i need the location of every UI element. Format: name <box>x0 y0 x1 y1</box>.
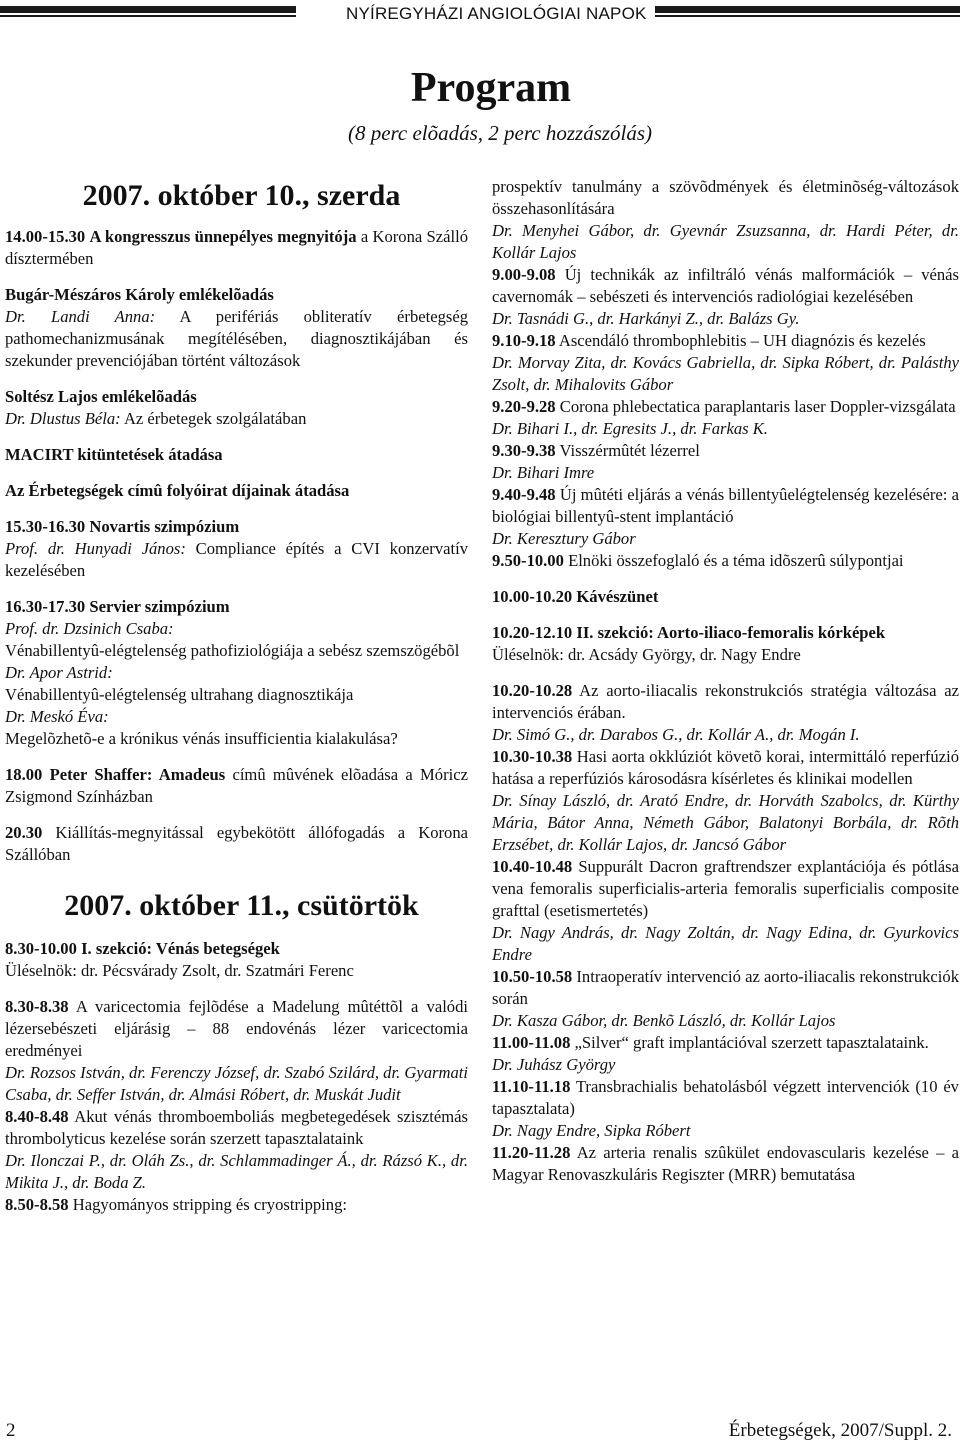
program-item: 20.30 Kiállítás-megnyitással egybekötött állófogadás a Korona Szállóban <box>5 823 468 864</box>
coffee-break: 10.00-10.20 Kávészünet <box>492 587 659 606</box>
talk: prospektív tanulmány a szövõdmények és életminõség-változások összehasonlítására Dr. Menyhei Gábor, dr. Gyevnár Zsuzsanna, dr. Hardi Péter, dr. Kollár Lajos <box>492 177 959 262</box>
program-item: 18.00 Peter Shaffer: Amadeus címû mûvének elõadása a Móricz Zsigmond Színházban <box>5 765 468 806</box>
talk: 9.10-9.18 Ascendáló thrombophlebitis – UH diagnózis és kezelés Dr. Morvay Zita, dr. Kovács Gabriella, dr. Sipka Róbert, dr. Palásthy Zsolt, dr. Mihalovits Gábor <box>492 331 959 394</box>
talk: 8.50-8.58 Hagyományos stripping és cryostripping: <box>5 1195 347 1214</box>
talk: 8.40-8.48 Akut vénás thromboemboliás megbetegedések szisztémás thrombolyticus kezelése során szerzett tapasztalataink Dr. Ilonczai P., dr. Oláh Zs., dr. Schlammadinger Á., dr. Rázsó K., dr. Mikita J., dr. Boda Z. <box>5 1107 468 1192</box>
talk: 9.40-9.48 Új mûtéti eljárás a vénás billentyûelégtelenség kezelésére: a biológiai billentyû-stent implantáció Dr. Keresztury Gábor <box>492 485 959 548</box>
talk: 9.30-9.38 Visszérmûtét lézerrel Dr. Bihari Imre <box>492 441 700 482</box>
page-subtitle: (8 perc elõadás, 2 perc hozzászólás) <box>347 121 653 145</box>
day-heading: 2007. október 10., szerda <box>82 179 401 212</box>
program-item: Bugár-Mészáros Károly emlékelõadás Dr. Landi Anna: A perifériás obliteratív érbetegség pathomechanizmusának megítélésében, diagnosztikájában és szekunder prevenciójában történt változások <box>5 285 468 370</box>
left-column <box>5 176 468 1216</box>
right-column <box>492 176 959 1186</box>
talk: 9.00-9.08 Új technikák az infiltráló vénás malformációk – vénás cavernomák – sebészeti és intervenciós radiológiai kezelésében Dr. Tasnádi G., dr. Harkányi Z., dr. Balázs Gy. <box>492 265 959 328</box>
program-item: Az Érbetegségek címû folyóirat díjainak átadása <box>5 481 350 500</box>
talk: 10.50-10.58 Intraoperatív intervenció az aorto-iliacalis rekonstrukciók során Dr. Kasza Gábor, dr. Benkõ László, dr. Kollár Lajos <box>492 967 959 1030</box>
running-title: NYÍREGYHÁZI ANGIOLÓGIAI NAPOK <box>346 4 647 23</box>
talk: 10.20-10.28 Az aorto-iliacalis rekonstrukciós stratégia változása az intervenciós érában. Dr. Simó G., dr. Darabos G., dr. Kollár A., dr. Mogán I. <box>492 681 960 744</box>
session-heading: 8.30-10.00 I. szekció: Vénás betegségek Üléselnök: dr. Pécsvárady Zsolt, dr. Szatmári Ferenc <box>5 939 354 980</box>
page-title: Program <box>410 65 572 111</box>
talk: 10.40-10.48 Suppurált Dacron graftrendszer explantációja és pótlása vena femoralis superficialis-arteria femoralis superficialis composite grafttal (esetismertetés) Dr. Nagy András, dr. Nagy Zoltán, dr. Nagy Edina, dr. Gyurkovics Endre <box>492 857 959 964</box>
talk: 11.20-11.28 Az arteria renalis szûkület endovascularis kezelése – a Magyar Renovaszkuláris Regiszter (MRR) bemutatása <box>492 1143 960 1184</box>
journal-citation: Érbetegségek, 2007/Suppl. 2. <box>728 1420 952 1441</box>
talk: 11.00-11.08 „Silver“ graft implantációval szerzett tapasztalataink. Dr. Juhász György <box>492 1033 929 1074</box>
talk: 11.10-11.18 Transbrachialis behatolásból végzett intervenciók (10 év tapasztalata) Dr. Nagy Endre, Sipka Róbert <box>492 1077 959 1140</box>
talk: 8.30-8.38 A varicectomia fejlõdése a Madelung mûtéttõl a valódi lézersebészeti eljárásig – 88 endovénás lézer varicectomia eredményei Dr. Rozsos István, dr. Ferenczy József, dr. Szabó Szilárd, dr. Gyarmati Csaba, dr. Seffer István, dr. Almási Róbert, dr. Muskát Judit <box>5 997 469 1104</box>
page-number: 2 <box>6 1420 16 1441</box>
program-item: MACIRT kitüntetések átadása <box>5 445 223 464</box>
program-item: 14.00-15.30 A kongresszus ünnepélyes megnyitója a Korona Szálló dísztermében <box>5 227 469 268</box>
day-heading: 2007. október 11., csütörtök <box>64 889 419 922</box>
program-item: 16.30-17.30 Servier szimpózium Prof. dr. Dzsinich Csaba: Vénabillentyû-elégtelenség pathofiziológiája a sebész szemszögébõl Dr. Apor Astrid: Vénabillentyû-elégtelenség ultrahang diagnosztikája Dr. Meskó Éva: Megelõzhetõ-e a krónikus vénás insufficientia kialakulása? <box>5 597 460 748</box>
talk: 10.30-10.38 Hasi aorta okklúziót követõ korai, intermittáló reperfúzió hatása a reperfúziós károsodásra kísérletes és klinikai modellen Dr. Sínay László, dr. Arató Endre, dr. Horváth Szabolcs, dr. Kürthy Mária, Bátor Anna, Németh Gábor, Balatonyi Borbála, dr. Rõth Erzsébet, dr. Kollár Lajos, dr. Jancsó Gábor <box>492 747 959 854</box>
talk: 9.20-9.28 Corona phlebectatica paraplantaris laser Doppler-vizsgálata Dr. Bihari I., dr. Egresits J., dr. Farkas K. <box>492 397 956 438</box>
program-item: 15.30-16.30 Novartis szimpózium Prof. dr. Hunyadi János: Compliance építés a CVI konzervatív kezelésében <box>5 517 468 580</box>
session-heading: 10.20-12.10 II. szekció: Aorto-iliaco-femoralis kórképek Üléselnök: dr. Acsády György, dr. Nagy Endre <box>492 623 886 664</box>
talk: 9.50-10.00 Elnöki összefoglaló és a téma idõszerû súlypontjai <box>492 551 904 570</box>
program-item: Soltész Lajos emlékelõadás Dr. Dlustus Béla: Az érbetegek szolgálatában <box>5 387 307 428</box>
